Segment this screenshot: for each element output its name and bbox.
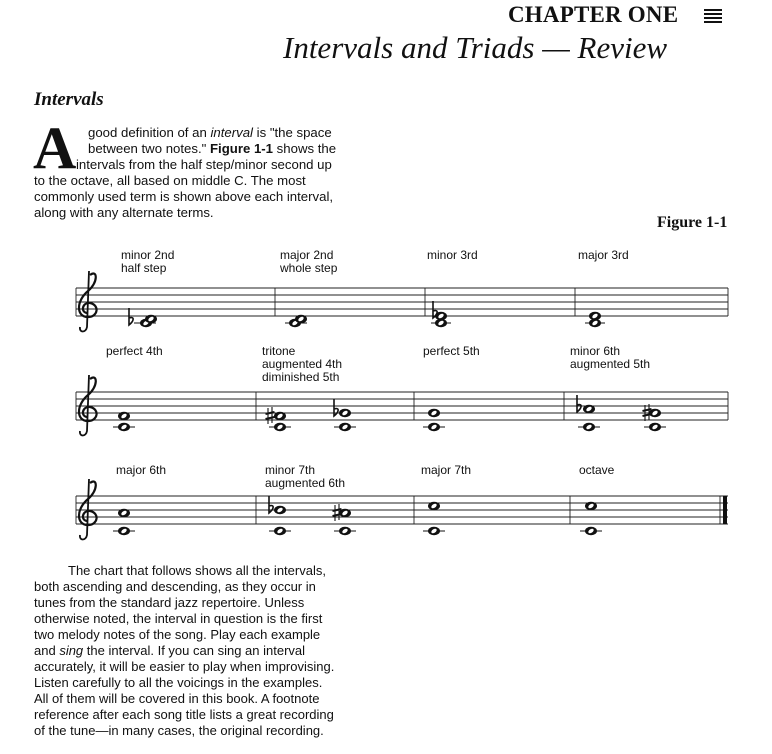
body-line: The chart that follows shows all the intervals,: [68, 563, 326, 578]
notes-major-2nd: [285, 315, 307, 327]
interval-label: major 2nd whole step: [280, 248, 338, 275]
interval-label: major 3rd: [578, 248, 629, 262]
interval-label: major 6th: [116, 463, 167, 477]
notes-tritone: [266, 399, 357, 431]
figure-label: Figure 1-1: [657, 214, 728, 231]
intro-line: commonly used term is shown above each interval,: [34, 189, 334, 204]
interval-label: minor 3rd: [427, 248, 478, 262]
intro-line: good definition of an interval is "the space: [88, 125, 332, 140]
final-barline: [723, 496, 727, 524]
interval-label: perfect 4th: [106, 344, 163, 358]
notes-minor-2nd: [129, 308, 157, 327]
body-line: and sing the interval. If you can sing an interval: [34, 643, 306, 658]
intro-line: between two notes." Figure 1-1 shows the: [88, 141, 337, 156]
notes-major-7th: [423, 502, 445, 535]
treble-clef-icon: [79, 375, 97, 436]
interval-label: major 7th: [421, 463, 472, 477]
body-line: accurately, it will be easier to play when improvising.: [34, 659, 335, 674]
notes-octave: [580, 502, 602, 535]
staff-2: [76, 392, 728, 420]
interval-label: perfect 5th: [423, 344, 480, 358]
body-line: two melody notes of the song. Play each example: [34, 627, 321, 642]
intro-line: along with any alternate terms.: [34, 205, 214, 220]
interval-label: octave: [579, 463, 615, 477]
treble-clef-icon: [79, 271, 97, 332]
interval-label: tritone augmented 4th diminished 5th: [262, 344, 343, 384]
body-line: otherwise noted, the interval in question is the first: [34, 611, 323, 626]
body-line: tunes from the standard jazz repertoire. Unless: [34, 595, 305, 610]
section-heading: Intervals: [34, 89, 104, 110]
interval-label: minor 6th augmented 5th: [570, 344, 651, 371]
interval-label: minor 7th augmented 6th: [265, 463, 346, 490]
intro-line: intervals from the half step/minor second up: [76, 157, 332, 172]
page-title: Intervals and Triads — Review: [283, 30, 668, 65]
staff-1: [76, 288, 728, 316]
notes-minor-3rd: [431, 301, 451, 327]
notes-major-6th: [113, 509, 135, 535]
staff-3: [76, 496, 728, 524]
body-line: reference after each song title lists a great recording: [34, 707, 334, 722]
body-line: of the tune—in many cases, the original recording.: [34, 723, 324, 738]
treble-clef-icon: [79, 479, 97, 540]
notes-major-3rd: [585, 312, 605, 327]
interval-label: minor 2nd half step: [121, 248, 175, 275]
drop-cap: A: [33, 115, 77, 181]
intro-line: to the octave, all based on middle C. The most: [34, 173, 306, 188]
chapter-label: CHAPTER ONE: [508, 2, 679, 27]
body-line: Listen carefully to all the voicings in the examples.: [34, 675, 323, 690]
notes-perfect-4th: [113, 412, 135, 431]
body-line: All of them will be covered in this book. A footnote: [34, 691, 320, 706]
body-line: both ascending and descending, as they occur in: [34, 579, 316, 594]
notes-minor-7th: [269, 496, 356, 535]
